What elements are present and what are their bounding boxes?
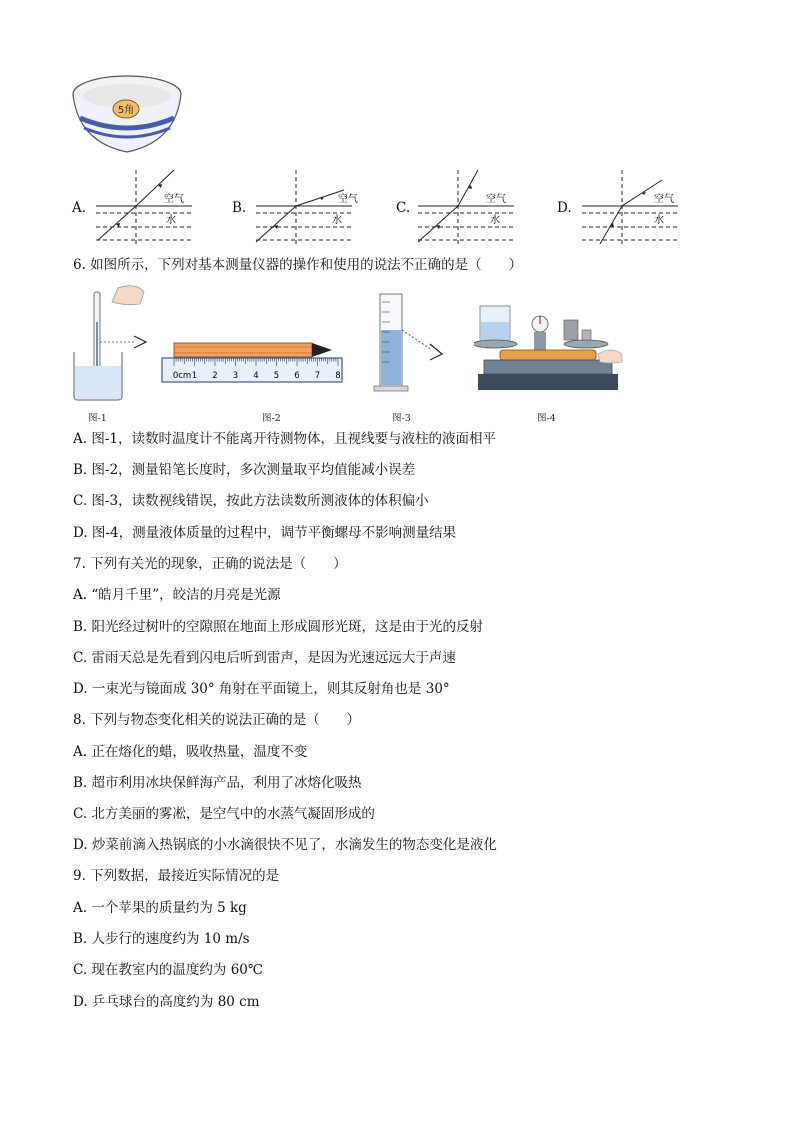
ruler-tick-label: 6 [294, 371, 300, 381]
q7-option-a: A. “皓月千里”，皎洁的月亮是光源 [73, 587, 281, 603]
figure-2-caption: 图-2 [262, 413, 281, 424]
svg-text:空气: 空气 [338, 194, 358, 205]
svg-text:空气: 空气 [654, 194, 674, 205]
ruler-tick-label: 7 [314, 371, 321, 381]
bowl-figure [70, 72, 185, 157]
ruler-tick-label: 4 [253, 371, 259, 381]
svg-text:空气: 空气 [164, 194, 184, 205]
q9-option-d: D. 乒乓球台的高度约为 80 cm [73, 994, 260, 1010]
ruler-tick-label: 2 [212, 371, 218, 381]
q5-option-c-label: C. [396, 200, 411, 216]
q9-option-a: A. 一个苹果的质量约为 5 kg [73, 900, 247, 916]
ruler-tick-label: 1 [191, 371, 198, 381]
q7-stem: 7. 下列有关光的现象，正确的说法是（ ） [73, 556, 347, 572]
ruler-tick-label: 0cm [172, 371, 192, 381]
ruler-tick-label: 3 [232, 371, 239, 381]
q8-option-b: B. 超市利用冰块保鲜海产品，利用了冰熔化吸热 [73, 775, 362, 791]
q7-option-d: D. 一束光与镜面成 30° 角射在平面镜上，则其反射角也是 30° [73, 681, 450, 697]
coin-label: 5角 [117, 105, 135, 116]
figure-2-ruler-pencil [160, 328, 348, 386]
figure-3-cylinder [370, 288, 452, 394]
figure-3-caption: 图-3 [392, 413, 411, 424]
q8-option-d: D. 炒菜前滴入热锅底的小水滴很快不见了，水滴发生的物态变化是液化 [73, 837, 497, 853]
figure-4-balance [474, 298, 624, 394]
q8-stem: 8. 下列与物态变化相关的说法正确的是（ ） [73, 712, 361, 728]
q9-option-b: B. 人步行的速度约为 10 m/s [73, 931, 250, 947]
figure-1-caption: 图-1 [88, 413, 107, 424]
svg-text:水: 水 [332, 215, 342, 226]
q9-stem: 9. 下列数据，最接近实际情况的是 [73, 868, 280, 884]
q6-option-a: A. 图-1，读数时温度计不能离开待测物体，且视线要与液柱的液面相平 [73, 431, 496, 447]
q5-option-d-label: D. [557, 200, 572, 216]
q9-option-c: C. 现在教室内的温度约为 60℃ [73, 962, 264, 978]
ruler-tick-label: 5 [273, 371, 280, 381]
q8-option-c: C. 北方美丽的雾凇，是空气中的水蒸气凝固形成的 [73, 806, 375, 822]
q6-option-c: C. 图-3，读数视线错误，按此方法读数所测液体的体积偏小 [73, 493, 429, 509]
q7-option-b: B. 阳光经过树叶的空隙照在地面上形成圆形光斑，这是由于光的反射 [73, 619, 484, 635]
q5-option-b-diagram [252, 168, 362, 246]
q5-option-a-label: A. [72, 200, 87, 216]
figure-1-thermometer [66, 282, 158, 404]
svg-text:空气: 空气 [486, 194, 506, 205]
q5-option-a-diagram [92, 168, 202, 246]
ruler-tick-label: 8 [335, 371, 341, 381]
svg-text:水: 水 [490, 215, 500, 226]
q8-option-a: A. 正在熔化的蜡，吸收热量，温度不变 [73, 744, 308, 760]
q5-option-b-label: B. [232, 200, 247, 216]
svg-text:水: 水 [166, 215, 176, 226]
q6-stem: 6. 如图所示，下列对基本测量仪器的操作和使用的说法不正确的是（ ） [73, 257, 523, 273]
q5-option-d-diagram [578, 168, 688, 246]
q7-option-c: C. 雷雨天总是先看到闪电后听到雷声，是因为光速远远大于声速 [73, 650, 456, 666]
q6-option-d: D. 图-4，测量液体质量的过程中，调节平衡螺母不影响测量结果 [73, 525, 457, 541]
figure-4-caption: 图-4 [537, 413, 556, 424]
q5-option-c-diagram [414, 168, 524, 246]
svg-text:水: 水 [654, 215, 664, 226]
q6-option-b: B. 图-2，测量铅笔长度时，多次测量取平均值能减小误差 [73, 462, 416, 478]
